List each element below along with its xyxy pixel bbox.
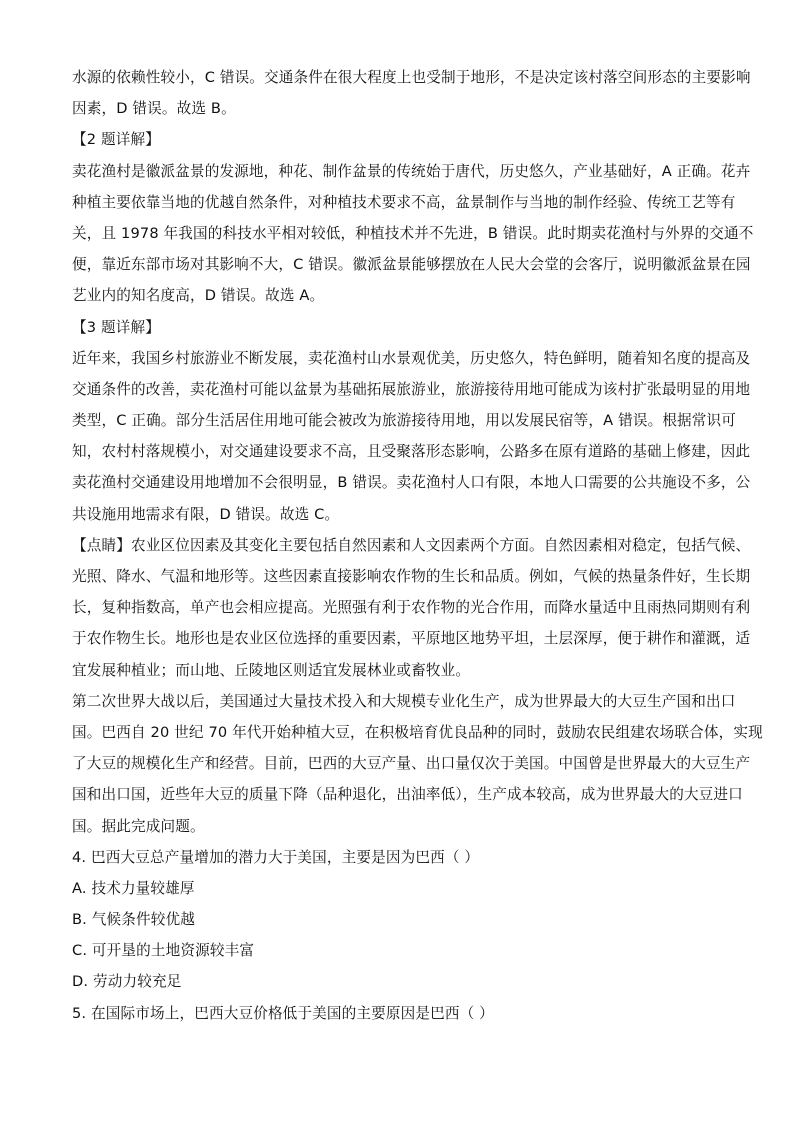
text-line: 4. 巴西大豆总产量增加的潜力大于美国，主要是因为巴西（ ） [72,848,480,866]
text-line: 【3 题详解】 [72,318,160,336]
text-line: 种植主要依靠当地的优越自然条件，对种植技术要求不高，盆景制作与当地的制作经验、传统工艺等有 [72,193,736,211]
text-line: 国和出口国，近些年大豆的质量下降（品种退化，出油率低），生产成本较高，成为世界最大的大豆进口 [72,786,743,804]
text-line: 卖花渔村交通建设用地增加不会很明显，B 错误。卖花渔村人口有限，本地人口需要的公共施设不多，公 [72,474,751,492]
text-line: 知，农村村落规模小，对交通建设要求不高，且受聚落形态影响，公路多在原有道路的基础上修建，因此 [72,443,751,461]
text-line: 了大豆的规模化生产和经营。目前，巴西的大豆产量、出口量仅次于美国。中国曾是世界最大的大豆生产 [72,755,751,773]
text-line: 光照、降水、气温和地形等。这些因素直接影响农作物的生长和品质。例如，气候的热量条件好，生长期 [72,568,751,585]
text-line: D. 劳动力较充足 [72,973,182,991]
text-line: 5. 在国际市场上，巴西大豆价格低于美国的主要原因是巴西（ ） [72,1004,494,1022]
text-line: 于农作物生长。地形也是农业区位选择的重要因素，平原地区地势平坦，土层深厚，便于耕作和灌溉，适 [72,630,751,648]
text-line: B. 气候条件较优越 [72,911,195,929]
text-line: A. 技术力量较雄厚 [72,879,195,897]
text-line: 类型，C 正确。部分生活居住用地可能会被改为旅游接待用地，用以发展民宿等，A 错误。根据常识可 [72,412,737,430]
text-line: 宜发展种植业；而山地、丘陵地区则适宜发展林业或畜牧业。 [72,661,471,679]
text-line: 交通条件的改善，卖花渔村可能以盆景为基础拓展旅游业，旅游接待用地可能成为该村扩张最明显的用地 [72,380,751,398]
text-line: 艺业内的知名度高，D 错误。故选 A。 [72,287,325,305]
text-line: 长，复种指数高，单产也会相应提高。光照强有利于农作物的光合作用，而降水量适中且雨热同期则有利 [72,599,751,617]
text-line: 近年来，我国乡村旅游业不断发展，卖花渔村山水景观优美，历史悠久，特色鲜明，随着知名度的提高及 [72,349,751,367]
text-line: 国。巴西自 20 世纪 70 年代开始种植大豆，在积极培育优良品种的同时，鼓励农民组建农场联合体，实现 [72,723,763,741]
text-line: C. 可开垦的土地资源较丰富 [72,942,255,960]
text-line: 【2 题详解】 [72,131,160,149]
text-line: 卖花渔村是徽派盆景的发源地，种花、制作盆景的传统始于唐代，历史悠久，产业基础好，A 正确。花卉 [72,162,751,180]
text-line: 国。据此完成问题。 [72,817,205,835]
text-line: 便，靠近东部市场对其影响不大，C 错误。徽派盆景能够摆放在人民大会堂的会客厅，说明徽派盆景在园 [72,256,751,274]
text-line: 因素，D 错误。故选 B。 [72,100,236,118]
text-line: 水源的依赖性较小，C 错误。交通条件在很大程度上也受制于地形，不是决定该村落空间形态的主要影响 [72,69,751,86]
text-line: 【点睛】农业区位因素及其变化主要包括自然因素和人文因素两个方面。自然因素相对稳定，包括气候、 [72,536,751,554]
document-body [72,62,763,1029]
text-line: 共设施用地需求有限，D 错误。故选 C。 [72,505,340,523]
text-line: 关，且 1978 年我国的科技水平相对较低，种植技术并不先进，B 错误。此时期卖花渔村与外界的交通不 [72,224,754,242]
text-line: 第二次世界大战以后，美国通过大量技术投入和大规模专业化生产，成为世界最大的大豆生产国和出口 [72,692,736,710]
